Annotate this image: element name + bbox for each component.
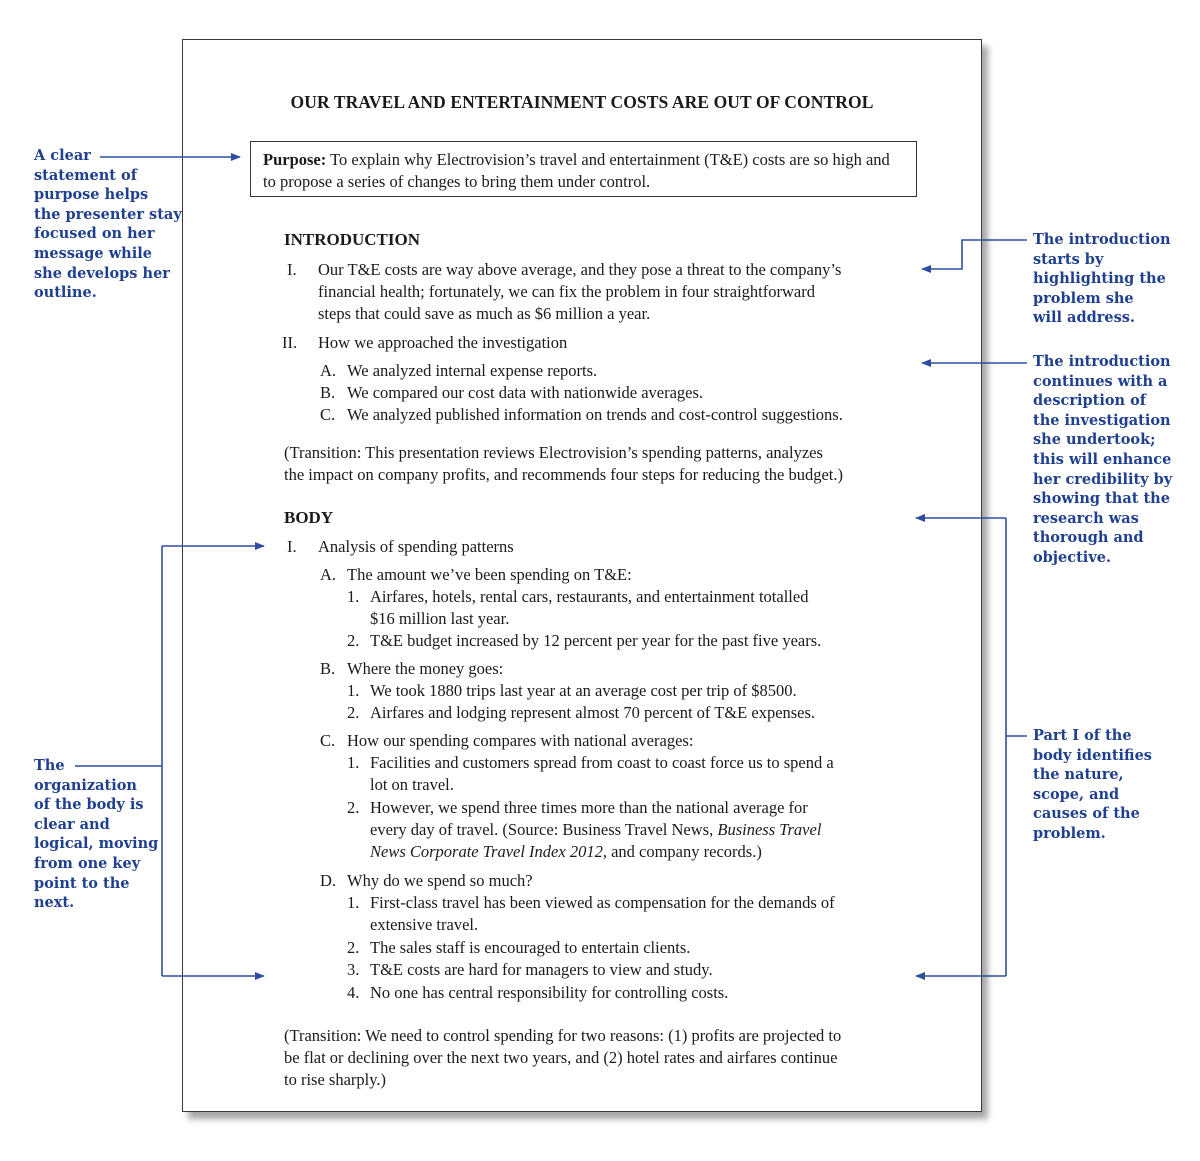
document-page	[182, 39, 982, 1112]
annotation-line: of the body is	[34, 796, 144, 814]
annotation-line: Part I of the	[1033, 727, 1132, 744]
annotation-intro-continue	[1033, 352, 1172, 568]
annotation-line: from one key	[34, 854, 141, 872]
body-point-line: T&E costs are hard for managers to view and study.	[370, 960, 713, 979]
annotation-part-one	[1033, 726, 1152, 844]
body-item-i-number: I.	[287, 537, 297, 556]
body-heading: BODY	[284, 508, 334, 527]
annotation-line: focused on her	[34, 225, 155, 243]
body-point-line	[370, 841, 762, 863]
body-sub-letter: D.	[320, 871, 337, 890]
source-italic: News Corporate Travel Index 2012	[370, 842, 603, 861]
body-point-line: lot on travel.	[370, 775, 454, 794]
body-sub-letter: B.	[320, 659, 336, 678]
body-transition-line: to rise sharply.)	[284, 1070, 387, 1089]
body-sub-heading: Where the money goes:	[347, 659, 504, 678]
intro-item-i-number: I.	[287, 260, 297, 279]
intro-transition-line: the impact on company profits, and recommends four steps for reducing the budget.)	[284, 465, 844, 484]
annotation-line: next.	[34, 894, 75, 912]
body-point-line: No one has central responsibility for controlling costs.	[370, 983, 729, 1002]
annotation-line: highlighting the	[1033, 270, 1166, 288]
body-point-number: 2.	[347, 938, 360, 957]
body-point-line: T&E budget increased by 12 percent per year for the past five years.	[370, 631, 822, 650]
body-sub-heading: Why do we spend so much?	[347, 871, 533, 890]
intro-item-ii-number: II.	[282, 333, 298, 352]
annotation-line: The introduction	[1033, 353, 1171, 370]
intro-sub-letter: A.	[320, 361, 337, 380]
annotation-line: body identifies	[1033, 746, 1152, 764]
body-sub-letter: C.	[320, 731, 336, 750]
annotation-line: showing that the	[1033, 490, 1170, 508]
source-text: , and company records.)	[602, 842, 762, 861]
intro-item-i-line: financial health; fortunately, we can fix the problem in four straightforward	[318, 282, 815, 301]
body-point-number: 2.	[347, 703, 360, 722]
annotation-line: message while	[34, 244, 152, 262]
body-point-number: 3.	[347, 960, 360, 979]
intro-transition-line: (Transition: This presentation reviews Electrovision’s spending patterns, analyzes	[284, 443, 823, 462]
body-sub-heading: The amount we’ve been spending on T&E:	[347, 565, 632, 584]
introduction-heading: INTRODUCTION	[284, 230, 421, 249]
annotation-line: thorough and	[1033, 529, 1144, 547]
body-point-line: $16 million last year.	[370, 609, 510, 628]
annotation-line: objective.	[1033, 548, 1112, 566]
annotation-purpose	[34, 146, 182, 303]
annotation-line: this will enhance	[1033, 450, 1172, 468]
annotation-line: starts by	[1033, 250, 1104, 268]
body-point-number: 1.	[347, 753, 360, 772]
annotation-line: logical, moving	[34, 835, 159, 853]
body-point-line: The sales staff is encouraged to entertain clients.	[370, 938, 691, 957]
annotation-organization	[34, 756, 158, 913]
annotation-line: continues with a	[1033, 372, 1168, 390]
body-point-line	[370, 819, 821, 841]
annotation-line: problem.	[1033, 824, 1106, 842]
body-point-number: 4.	[347, 983, 360, 1002]
intro-sub-item: We compared our cost data with nationwide averages.	[347, 383, 704, 402]
body-point-line: Airfares, hotels, rental cars, restaurants, and entertainment totalled	[370, 587, 809, 606]
body-point-line: However, we spend three times more than the national average for	[370, 798, 808, 817]
annotation-line: organization	[34, 776, 137, 794]
annotation-line: point to the	[34, 874, 130, 892]
body-point-line: First-class travel has been viewed as compensation for the demands of	[370, 893, 835, 912]
annotation-line: purpose helps	[34, 186, 149, 204]
annotation-line: The introduction	[1033, 231, 1171, 248]
body-point-number: 1.	[347, 893, 360, 912]
body-transition-line: (Transition: We need to control spending for two reasons: (1) profits are projected to	[284, 1026, 842, 1045]
annotation-line: she develops her	[34, 264, 170, 282]
intro-item-i-line: steps that could save as much as $6 million a year.	[318, 304, 651, 323]
annotation-line: research was	[1033, 509, 1139, 527]
annotation-line: problem she	[1033, 289, 1134, 307]
annotation-line: statement of	[34, 166, 137, 184]
body-point-line: Airfares and lodging represent almost 70 percent of T&E expenses.	[370, 703, 816, 722]
body-point-number: 1.	[347, 587, 360, 606]
body-sub-heading: How our spending compares with national averages:	[347, 731, 694, 750]
annotation-line: scope, and	[1033, 785, 1120, 803]
body-point-line: We took 1880 trips last year at an average cost per trip of $8500.	[370, 681, 797, 700]
annotation-line: clear and	[34, 815, 110, 833]
annotation-line: her credibility by	[1033, 470, 1173, 488]
intro-sub-item: We analyzed internal expense reports.	[347, 361, 598, 380]
annotation-line: causes of the	[1033, 805, 1140, 823]
purpose-label: Purpose:	[263, 150, 327, 169]
body-point-number: 2.	[347, 631, 360, 650]
annotation-line: The	[34, 757, 65, 774]
purpose-text: To explain why Electrovision’s travel and entertainment (T&E) costs are so high and to propose a series of changes to bring them under control.	[263, 150, 890, 191]
annotation-line: the presenter stay	[34, 205, 182, 223]
body-point-line: extensive travel.	[370, 915, 479, 934]
body-item-i-text: Analysis of spending patterns	[318, 537, 514, 556]
purpose-box	[250, 141, 917, 197]
intro-item-i-line: Our T&E costs are way above average, and they pose a threat to the company’s	[318, 260, 842, 279]
annotation-line: outline.	[34, 284, 97, 302]
intro-sub-letter: C.	[320, 405, 336, 424]
annotation-intro-start	[1033, 230, 1171, 328]
annotation-line: A clear	[34, 147, 91, 164]
annotation-line: will address.	[1033, 309, 1135, 327]
intro-sub-item: We analyzed published information on trends and cost-control suggestions.	[347, 405, 843, 424]
body-point-number: 2.	[347, 798, 360, 817]
body-transition-line: be flat or declining over the next two years, and (2) hotel rates and airfares continue	[284, 1048, 838, 1067]
body-point-number: 1.	[347, 681, 360, 700]
annotation-line: the investigation	[1033, 411, 1171, 429]
source-italic: Business Travel	[717, 820, 822, 839]
intro-sub-letter: B.	[320, 383, 336, 402]
body-point-line: Facilities and customers spread from coast to coast force us to spend a	[370, 753, 834, 772]
body-sub-letter: A.	[320, 565, 337, 584]
intro-item-ii-text: How we approached the investigation	[318, 333, 568, 352]
annotation-line: the nature,	[1033, 766, 1124, 784]
document-title: OUR TRAVEL AND ENTERTAINMENT COSTS ARE OUT OF CONTROL	[290, 92, 874, 112]
annotation-line: she undertook;	[1033, 431, 1156, 449]
annotation-line: description of	[1033, 392, 1147, 410]
source-text: every day of travel. (Source: Business Travel News,	[370, 820, 718, 839]
